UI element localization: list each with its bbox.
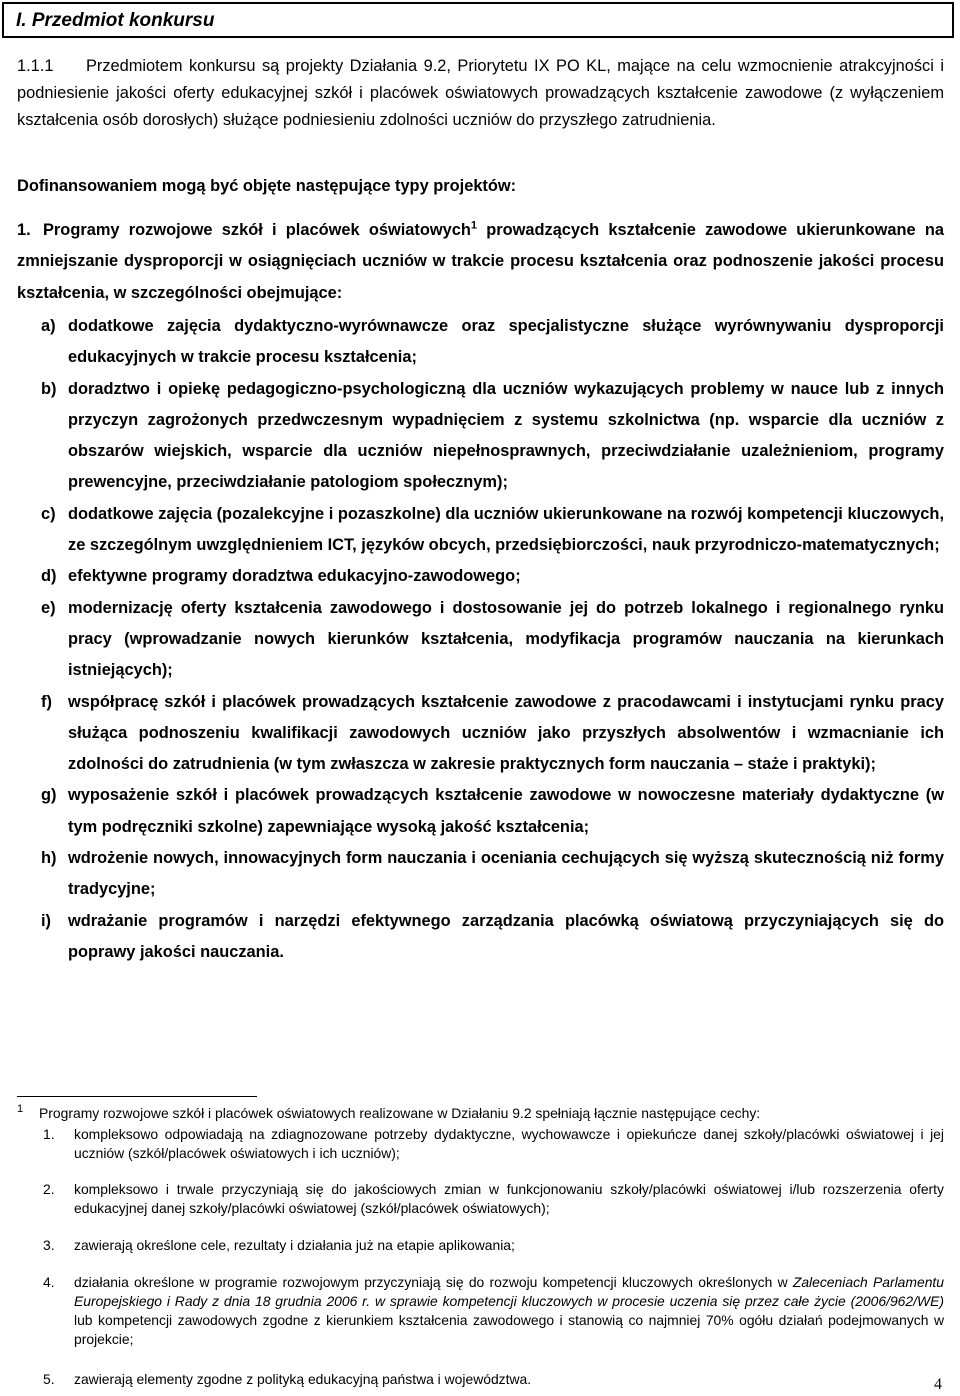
footnote-item-citation: Zaleceniach Parlamentu Europejskiego i Rady z dnia 18 grudnia 2006 r. w sprawie kompetencji kluczowych w procesie uczenia się przez całe życie (2006/962/WE) xyxy=(74,1274,945,1309)
sub-item-h xyxy=(17,843,944,906)
sub-item-label: e) xyxy=(41,598,56,617)
sub-item-text: dodatkowe zajęcia dydaktyczno-wyrównawcze oraz specjalistyczne służące wyrównywaniu dysproporcji edukacyjnych w trakcie procesu kształcenia; xyxy=(68,317,944,367)
sub-item-b xyxy=(17,374,944,499)
sub-item-text: wyposażenie szkół i placówek prowadzących kształcenie zawodowe w nowoczesne materiały dydaktyczne (w tym podręczniki szkolne) zapewniające wysoką jakość kształcenia; xyxy=(68,786,944,836)
section-title-text: I. Przedmiot konkursu xyxy=(16,10,215,31)
sub-item-text: wdrożenie nowych, innowacyjnych form nauczania i oceniania cechujących się wyższą skutecznością niż formy tradycyjne; xyxy=(68,849,944,899)
footnote-item-number: 1. xyxy=(43,1126,55,1142)
sub-item-text: modernizację oferty kształcenia zawodowego i dostosowanie jej do potrzeb lokalnego i regionalnego rynku pracy (wprowadzanie nowych kierunków kształcenia, modyfikacja programów nauczania na kierunkach istniejących); xyxy=(68,598,944,680)
footnote-item-text: kompleksowo odpowiadają na zdiagnozowane potrzeby dydaktyczne, wychowawcze i opiekuńcze danej szkoły/placówki oświatowej i jej uczniów (szkół/placówek oświatowych i ich uczniów); xyxy=(74,1126,944,1161)
project-type-1 xyxy=(17,215,944,309)
sub-item-a xyxy=(17,311,944,374)
sub-item-label: d) xyxy=(41,567,57,586)
footnote-separator xyxy=(17,1096,257,1097)
sub-item-text: doradztwo i opiekę pedagogiczno-psychologiczną dla uczniów wykazujących problemy w nauce lub z innych przyczyn zagrożonych przedwczesnym wypadnięciem z systemu szkolnictwa (np. wsparcie dla uczniów z obszarów wiejskich, wsparcie dla uczniów niepełnosprawnych, przeciwdziałanie uzależnieniom, programy prewencyjne, przeciwdziałanie patologiom społecznym); xyxy=(68,379,944,492)
footnote-item-text-a: działania określone w programie rozwojowym przyczyniają się do rozwoju kompetencji kluczowych określonych w xyxy=(74,1274,788,1290)
footnote-item-text-b: lub kompetencji zawodowych zgodne z kierunkiem kształcenia zawodowego i stanowią co najmniej 70% ogółu działań podejmowanych w projekcie; xyxy=(74,1312,944,1347)
sub-item-c xyxy=(17,499,944,562)
sub-item-label: a) xyxy=(41,317,56,335)
paragraph-1-1-1 xyxy=(17,53,944,134)
section-title xyxy=(2,2,954,38)
sub-item-f xyxy=(17,687,944,781)
sub-item-label: b) xyxy=(41,379,57,398)
footnote-item-text: zawierają określone cele, rezultaty i działania już na etapie aplikowania; xyxy=(74,1237,515,1253)
footnote-item xyxy=(17,1273,944,1349)
footnote-item-text xyxy=(74,1273,944,1349)
lead-sentence: Dofinansowaniem mogą być objęte następujące typy projektów: xyxy=(17,177,517,195)
footnote-reference[interactable]: 1 xyxy=(470,219,477,232)
project-type-number: 1. xyxy=(17,221,31,239)
sub-item-label: g) xyxy=(41,786,57,805)
sub-item-i xyxy=(17,906,944,969)
project-type-1-sub-items xyxy=(17,311,944,968)
page-number: 4 xyxy=(934,1376,942,1393)
sub-item-text: dodatkowe zajęcia (pozalekcyjne i pozaszkolne) dla uczniów ukierunkowane na rozwój kompetencji kluczowych, ze szczególnym uwzględnieniem ICT, języków obcych, przedsiębiorczości, nauk przyrodniczo-matematycznych; xyxy=(68,504,944,555)
sub-item-d xyxy=(17,561,944,592)
footnote-item-number: 4. xyxy=(43,1274,55,1290)
sub-item-label: i) xyxy=(41,911,52,930)
footnote xyxy=(17,1104,944,1389)
paragraph-text: Przedmiotem konkursu są projekty Działania 9.2, Priorytetu IX PO KL, mające na celu wzmocnienie atrakcyjności i podniesienie jakości oferty edukacyjnej szkół i placówek oświatowych prowadzących kształcenie zawodowe (z wyłączeniem kształcenia osób dorosłych) służące podniesieniu zdolności uczniów do przyszłego zatrudnienia. xyxy=(17,57,944,129)
sub-item-text: wdrażanie programów i narzędzi efektywnego zarządzania placówką oświatową przyczyniających się do poprawy jakości nauczania. xyxy=(68,911,944,961)
sub-item-text: efektywne programy doradztwa edukacyjno-zawodowego; xyxy=(68,567,521,586)
sub-item-label: h) xyxy=(41,849,57,868)
project-type-text-rest: prowadzących kształcenie zawodowe ukierunkowane na zmniejszanie dysproporcji w osiągnięciach uczniów w trakcie procesu kształcenia oraz podnoszenie jakości procesu kształcenia, w szczególności obejmujące: xyxy=(17,221,944,302)
footnote-intro xyxy=(17,1104,944,1123)
sub-item-g xyxy=(17,780,944,843)
footnote-item-text: zawierają elementy zgodne z polityką edukacyjną państwa i województwa. xyxy=(74,1371,532,1387)
footnote-intro-text: Programy rozwojowe szkół i placówek oświatowych realizowane w Działaniu 9.2 spełniają łącznie następujące cechy: xyxy=(39,1105,761,1121)
sub-item-label: c) xyxy=(41,504,56,523)
footnote-item-number: 2. xyxy=(43,1181,55,1197)
footnote-item-number: 5. xyxy=(43,1371,55,1387)
footnote-item-text: kompleksowo i trwale przyczyniają się do jakościowych zmian w funkcjonowaniu szkoły/placówki oświatowej i/lub rozszerzenia oferty edukacyjnej danej szkoły/placówki oświatowej (szkół/placówek oświatowych); xyxy=(74,1181,944,1216)
sub-item-label: f) xyxy=(41,692,52,711)
footnote-mark: 1 xyxy=(17,1103,24,1115)
sub-item-text: współpracę szkół i placówek prowadzących kształcenie zawodowe z pracodawcami i instytucjami rynku pracy służąca podnoszeniu kwalifikacji zawodowych uczniów jako przyszłych absolwentów i wzmacnianie ich zdolności do zatrudnienia (w tym zwłaszcza w zakresie praktycznych form nauczania – staże i praktyki); xyxy=(68,692,944,774)
footnote-item xyxy=(17,1236,944,1255)
project-type-text-start: Programy rozwojowe szkół i placówek oświatowych xyxy=(43,221,471,239)
footnote-item xyxy=(17,1370,944,1389)
paragraph-number: 1.1.1 xyxy=(17,57,54,75)
footnote-item xyxy=(17,1180,944,1218)
footnote-item-number: 3. xyxy=(43,1237,55,1253)
sub-item-e xyxy=(17,593,944,687)
footnote-item xyxy=(17,1125,944,1163)
footnote-list xyxy=(17,1125,944,1389)
